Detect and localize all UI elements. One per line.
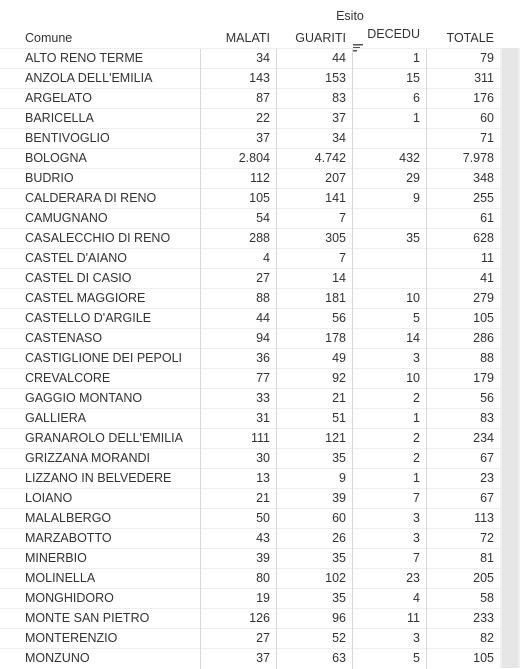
cell-malati: 33 — [200, 389, 276, 409]
cell-totale: 628 — [426, 229, 500, 249]
table-row[interactable] — [0, 648, 500, 668]
cell-totale: 41 — [426, 269, 500, 289]
cell-malati: 19 — [200, 589, 276, 609]
table-row[interactable] — [0, 508, 500, 528]
cell-comune: GRIZZANA MORANDI — [25, 450, 151, 465]
cell-malati: 4 — [200, 249, 276, 269]
table-row[interactable] — [0, 208, 500, 228]
cell-comune: MINERBIO — [25, 550, 87, 565]
cell-guariti: 51 — [276, 409, 352, 429]
cell-comune: CASTEL MAGGIORE — [25, 290, 146, 305]
cell-deceduti: 3 — [352, 349, 426, 369]
cell-comune: GALLIERA — [25, 410, 87, 425]
cell-malati: 111 — [200, 429, 276, 449]
cell-guariti: 7 — [276, 209, 352, 229]
cell-guariti: 83 — [276, 89, 352, 109]
cell-comune: CASTEL DI CASIO — [25, 270, 132, 285]
cell-guariti: 39 — [276, 489, 352, 509]
cell-comune: LOIANO — [25, 490, 73, 505]
cell-guariti: 181 — [276, 289, 352, 309]
cell-deceduti: 1 — [352, 109, 426, 129]
cell-deceduti: 7 — [352, 489, 426, 509]
cell-deceduti: 432 — [352, 149, 426, 169]
cell-malati: 39 — [200, 549, 276, 569]
cell-deceduti: 15 — [352, 69, 426, 89]
table-row[interactable] — [0, 88, 500, 108]
cell-comune: BUDRIO — [25, 170, 74, 185]
cell-malati: 37 — [200, 129, 276, 149]
cell-deceduti: 35 — [352, 229, 426, 249]
table-row[interactable] — [0, 48, 500, 68]
table-row[interactable] — [0, 68, 500, 88]
cell-malati: 36 — [200, 349, 276, 369]
cell-totale: 71 — [426, 129, 500, 149]
cell-totale: 286 — [426, 329, 500, 349]
cell-guariti: 96 — [276, 609, 352, 629]
cell-guariti: 35 — [276, 589, 352, 609]
cell-guariti: 92 — [276, 369, 352, 389]
cell-deceduti: 14 — [352, 329, 426, 349]
column-header-row — [0, 28, 500, 48]
cell-malati: 44 — [200, 309, 276, 329]
cell-deceduti: 5 — [352, 649, 426, 669]
cell-comune: GAGGIO MONTANO — [25, 390, 143, 405]
cell-malati: 288 — [200, 229, 276, 249]
cell-malati: 2.804 — [200, 149, 276, 169]
cell-comune: CASTENASO — [25, 330, 103, 345]
cell-deceduti — [352, 249, 426, 269]
cell-totale: 11 — [426, 249, 500, 269]
cell-malati: 30 — [200, 449, 276, 469]
cell-totale: 72 — [426, 529, 500, 549]
table-row[interactable] — [0, 248, 500, 268]
cell-totale: 348 — [426, 169, 500, 189]
cell-guariti: 178 — [276, 329, 352, 349]
cell-comune: CAMUGNANO — [25, 210, 108, 225]
cell-totale: 61 — [426, 209, 500, 229]
cell-comune: ARGELATO — [25, 90, 92, 105]
table-row[interactable] — [0, 228, 500, 248]
cell-deceduti: 10 — [352, 289, 426, 309]
cell-guariti: 141 — [276, 189, 352, 209]
cell-deceduti: 2 — [352, 429, 426, 449]
table-row[interactable] — [0, 368, 500, 388]
cell-deceduti: 2 — [352, 389, 426, 409]
cell-deceduti: 10 — [352, 369, 426, 389]
cell-deceduti: 1 — [352, 49, 426, 69]
cell-totale: 67 — [426, 449, 500, 469]
cell-malati: 27 — [200, 629, 276, 649]
column-header-malati[interactable]: MALATI — [225, 31, 270, 45]
cell-comune: MARZABOTTO — [25, 530, 112, 545]
cell-guariti: 56 — [276, 309, 352, 329]
cell-malati: 50 — [200, 509, 276, 529]
cell-deceduti: 3 — [352, 509, 426, 529]
cell-malati: 27 — [200, 269, 276, 289]
cell-guariti: 49 — [276, 349, 352, 369]
table-row[interactable] — [0, 288, 500, 308]
cell-guariti: 37 — [276, 109, 352, 129]
table-row[interactable] — [0, 408, 500, 428]
table-row[interactable] — [0, 488, 500, 508]
table-row[interactable] — [0, 108, 500, 128]
cell-totale: 113 — [426, 509, 500, 529]
table-row[interactable] — [0, 588, 500, 608]
cell-totale: 82 — [426, 629, 500, 649]
cell-totale: 56 — [426, 389, 500, 409]
table-row[interactable] — [0, 308, 500, 328]
column-header-guariti[interactable]: GUARITI — [295, 31, 346, 45]
cell-malati: 31 — [200, 409, 276, 429]
cell-totale: 83 — [426, 409, 500, 429]
cell-comune: CALDERARA DI RENO — [25, 190, 157, 205]
cell-deceduti — [352, 269, 426, 289]
cell-comune: ALTO RENO TERME — [25, 50, 144, 65]
table-row[interactable] — [0, 268, 500, 288]
cell-guariti: 52 — [276, 629, 352, 649]
cell-totale: 23 — [426, 469, 500, 489]
cell-comune: CASTELLO D'ARGILE — [25, 310, 152, 325]
table-row[interactable] — [0, 188, 500, 208]
cell-deceduti — [352, 129, 426, 149]
cell-deceduti: 2 — [352, 449, 426, 469]
cell-deceduti: 3 — [352, 529, 426, 549]
cell-malati: 54 — [200, 209, 276, 229]
cell-totale: 234 — [426, 429, 500, 449]
cell-deceduti: 11 — [352, 609, 426, 629]
cell-guariti: 60 — [276, 509, 352, 529]
cell-totale: 179 — [426, 369, 500, 389]
cell-deceduti: 1 — [352, 469, 426, 489]
cell-guariti: 35 — [276, 449, 352, 469]
esito-group-header: Esito — [336, 9, 364, 23]
cell-totale: 81 — [426, 549, 500, 569]
cell-guariti: 207 — [276, 169, 352, 189]
cell-deceduti: 7 — [352, 549, 426, 569]
table-row[interactable] — [0, 628, 500, 648]
cell-malati: 21 — [200, 489, 276, 509]
table-row[interactable] — [0, 428, 500, 448]
table-row[interactable] — [0, 448, 500, 468]
cell-guariti: 21 — [276, 389, 352, 409]
cell-comune: MONGHIDORO — [25, 590, 114, 605]
cell-guariti: 26 — [276, 529, 352, 549]
cell-totale: 58 — [426, 589, 500, 609]
column-header-deceduti[interactable] — [352, 27, 426, 50]
column-header-totale[interactable]: TOTALE — [446, 31, 494, 45]
cell-malati: 87 — [200, 89, 276, 109]
column-header-comune[interactable]: Comune — [25, 31, 73, 45]
cell-totale: 279 — [426, 289, 500, 309]
cell-comune: BOLOGNA — [25, 150, 87, 165]
cell-guariti: 305 — [276, 229, 352, 249]
cell-comune: ANZOLA DELL'EMILIA — [25, 70, 153, 85]
cell-deceduti: 5 — [352, 309, 426, 329]
cell-totale: 176 — [426, 89, 500, 109]
cell-malati: 37 — [200, 649, 276, 669]
table-row[interactable] — [0, 128, 500, 148]
cell-totale: 311 — [426, 69, 500, 89]
cell-malati: 22 — [200, 109, 276, 129]
cell-comune: CASALECCHIO DI RENO — [25, 230, 171, 245]
cell-comune: MONTERENZIO — [25, 630, 118, 645]
table-row[interactable] — [0, 148, 500, 168]
cell-totale: 88 — [426, 349, 500, 369]
data-table — [0, 48, 500, 668]
cell-deceduti: 4 — [352, 589, 426, 609]
table-row[interactable] — [0, 608, 500, 628]
cell-totale: 105 — [426, 649, 500, 669]
cell-deceduti — [352, 209, 426, 229]
column-header-deceduti-label: DECEDU — [367, 26, 420, 41]
cell-comune: BENTIVOGLIO — [25, 130, 110, 145]
cell-malati: 105 — [200, 189, 276, 209]
cell-guariti: 14 — [276, 269, 352, 289]
cell-malati: 94 — [200, 329, 276, 349]
cell-guariti: 121 — [276, 429, 352, 449]
cell-malati: 143 — [200, 69, 276, 89]
table-row[interactable] — [0, 468, 500, 488]
cell-deceduti: 6 — [352, 89, 426, 109]
cell-malati: 112 — [200, 169, 276, 189]
table-row[interactable] — [0, 528, 500, 548]
cell-guariti: 63 — [276, 649, 352, 669]
cell-totale: 233 — [426, 609, 500, 629]
cell-comune: LIZZANO IN BELVEDERE — [25, 470, 172, 485]
cell-malati: 126 — [200, 609, 276, 629]
cell-guariti: 4.742 — [276, 149, 352, 169]
cell-deceduti: 9 — [352, 189, 426, 209]
table-row[interactable] — [0, 328, 500, 348]
cell-guariti: 9 — [276, 469, 352, 489]
cell-comune: CASTIGLIONE DEI PEPOLI — [25, 350, 182, 365]
cell-guariti: 7 — [276, 249, 352, 269]
cell-malati: 88 — [200, 289, 276, 309]
cell-totale: 67 — [426, 489, 500, 509]
cell-totale: 60 — [426, 109, 500, 129]
cell-malati: 80 — [200, 569, 276, 589]
cell-comune: CREVALCORE — [25, 370, 111, 385]
cell-comune: MONZUNO — [25, 650, 90, 665]
cell-totale: 255 — [426, 189, 500, 209]
cell-deceduti: 29 — [352, 169, 426, 189]
cell-totale: 79 — [426, 49, 500, 69]
cell-guariti: 44 — [276, 49, 352, 69]
cell-comune: BARICELLA — [25, 110, 94, 125]
cell-malati: 34 — [200, 49, 276, 69]
cell-guariti: 102 — [276, 569, 352, 589]
cell-comune: MONTE SAN PIETRO — [25, 610, 150, 625]
cell-totale: 105 — [426, 309, 500, 329]
cell-deceduti: 3 — [352, 629, 426, 649]
cell-totale: 205 — [426, 569, 500, 589]
cell-malati: 43 — [200, 529, 276, 549]
table-row[interactable] — [0, 388, 500, 408]
cell-deceduti: 23 — [352, 569, 426, 589]
cell-guariti: 35 — [276, 549, 352, 569]
cell-comune: MALALBERGO — [25, 510, 112, 525]
cell-malati: 13 — [200, 469, 276, 489]
table-row[interactable] — [0, 168, 500, 188]
cell-deceduti: 1 — [352, 409, 426, 429]
scrollbar-thumb[interactable] — [502, 48, 518, 668]
table-row[interactable] — [0, 348, 500, 368]
cell-comune: GRANAROLO DELL'EMILIA — [25, 430, 183, 445]
cell-comune: CASTEL D'AIANO — [25, 250, 127, 265]
cell-totale: 7.978 — [426, 149, 500, 169]
cell-comune: MOLINELLA — [25, 570, 96, 585]
table-row[interactable] — [0, 548, 500, 568]
cell-guariti: 34 — [276, 129, 352, 149]
table-row[interactable] — [0, 568, 500, 588]
cell-guariti: 153 — [276, 69, 352, 89]
cell-malati: 77 — [200, 369, 276, 389]
